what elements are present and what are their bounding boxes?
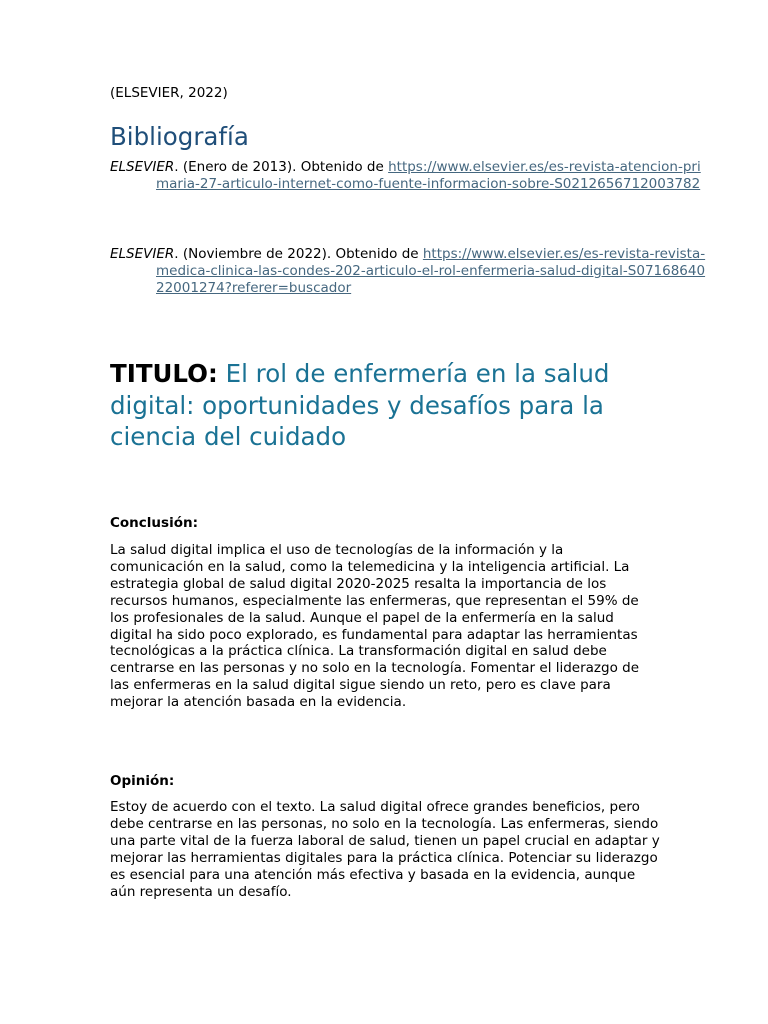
opinion-paragraph: Estoy de acuerdo con el texto. La salud digital ofrece grandes beneficios, pero debe centrarse en las personas, no solo en la tecnología. Las enfermeras, siendo una parte vital de la fuerza laboral de salud, tienen un papel crucial en adaptar y mejorar las herramientas digitales para la práctica clínica. Potenciar su liderazgo es esencial para una atención más efectiva y basada en la evidencia, aunque aún representa un desafío. <box>110 799 660 900</box>
in-text-citation: (ELSEVIER, 2022) <box>110 85 228 101</box>
conclusion-label: Conclusión: <box>110 515 198 531</box>
bibliography-entry <box>110 159 706 193</box>
reference-link[interactable]: https://www.elsevier.es/es-revista-revista-medica-clinica-las-condes-202-articulo-el-rol-enfermeria-salud-digital-S0716864022001274?referer=buscador <box>156 246 706 296</box>
title-text: El rol de enfermería en la salud digital: oportunidades y desafíos para la ciencia del cuidado <box>110 359 610 451</box>
document-title <box>110 358 665 453</box>
reference-date: . (Noviembre de 2022). Obtenido de <box>174 246 423 262</box>
bibliography-entry <box>110 246 706 297</box>
reference-link[interactable]: https://www.elsevier.es/es-revista-atencion-primaria-27-articulo-internet-como-fuente-informacion-sobre-S0212656712003782 <box>156 159 701 192</box>
title-prefix: TITULO: <box>110 359 218 388</box>
opinion-label: Opinión: <box>110 773 175 789</box>
reference-date: . (Enero de 2013). Obtenido de <box>174 159 389 175</box>
conclusion-paragraph: La salud digital implica el uso de tecnologías de la información y la comunicación en la salud, como la telemedicina y la inteligencia artificial. La estrategia global de salud digital 2020-2025 resalta la importancia de los recursos humanos, especialmente las enfermeras, que representan el 59% de los profesionales de la salud. Aunque el papel de la enfermería en la salud digital ha sido poco explorado, es fundamental para adaptar las herramientas tecnológicas a la práctica clínica. La transformación digital en salud debe centrarse en las personas y no solo en la tecnología. Fomentar el liderazgo de las enfermeras en la salud digital sigue siendo un reto, pero es clave para mejorar la atención basada en la evidencia. <box>110 542 640 711</box>
bibliography-heading: Bibliografía <box>110 122 249 151</box>
reference-org: ELSEVIER <box>110 246 175 262</box>
reference-org: ELSEVIER <box>110 159 175 175</box>
